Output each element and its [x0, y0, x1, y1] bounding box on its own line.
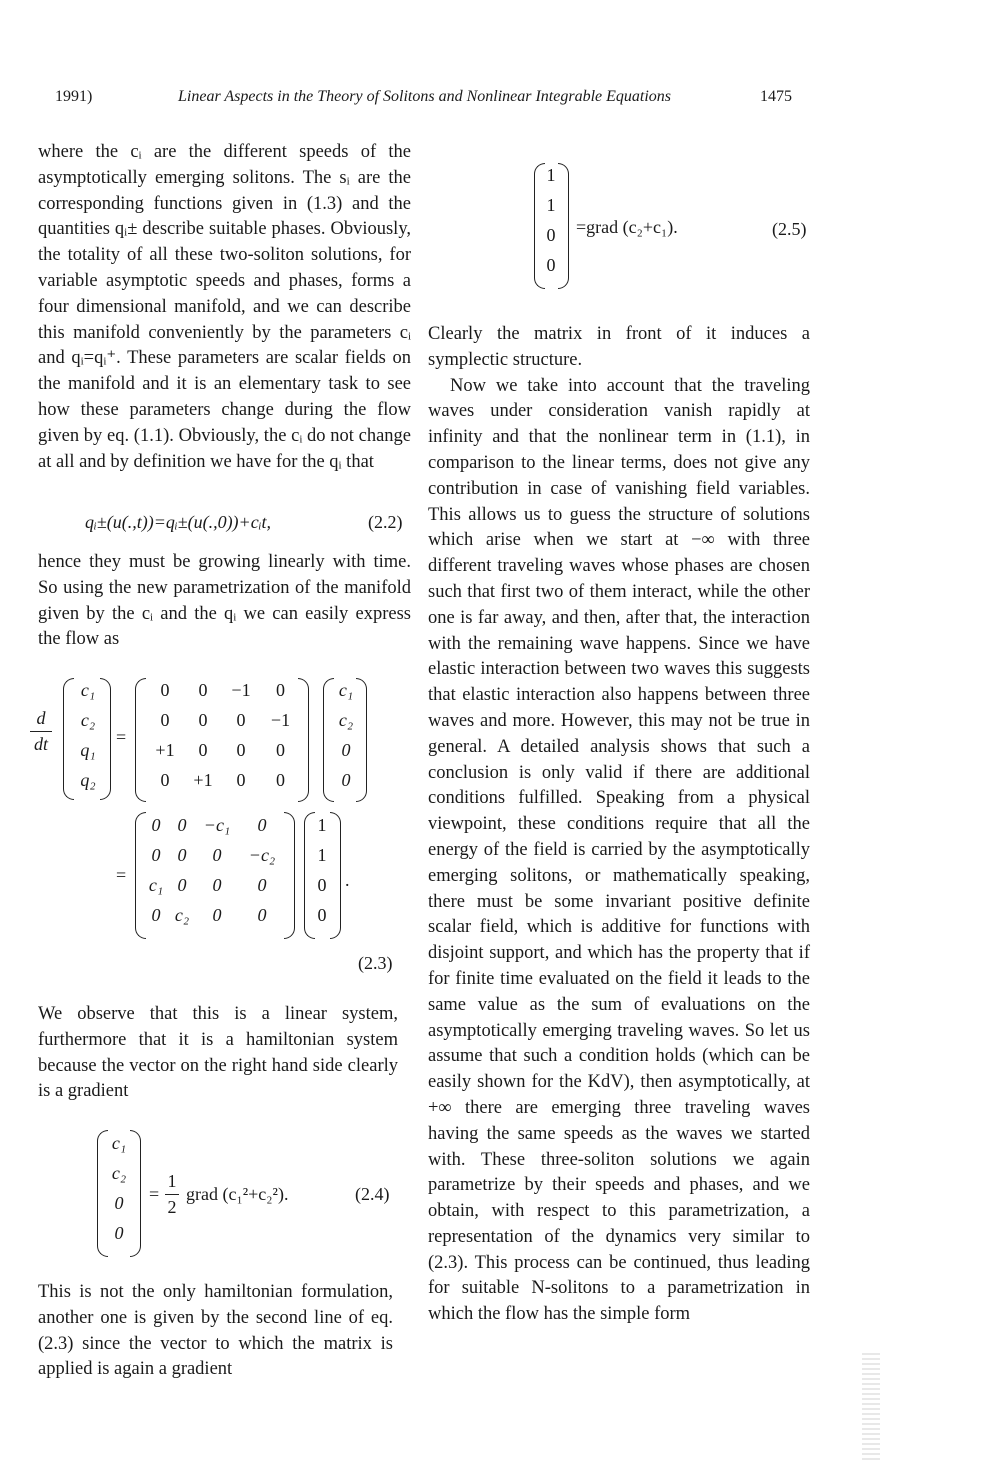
right-bracket [330, 812, 341, 939]
derivative-denominator: dt [33, 734, 48, 754]
vector-entry: 1 [546, 165, 556, 185]
one-half [165, 1171, 179, 1218]
header-year: 1991) [55, 88, 93, 105]
matrix-entry: 0 [257, 905, 267, 925]
gradient-expression: =grad (c₂+c₁). [576, 217, 678, 237]
matrix-entry: 0 [257, 815, 267, 835]
matrix-entry: 0 [160, 710, 170, 730]
matrix-entry: 0 [151, 905, 161, 925]
equation-2-4-number: (2.4) [355, 1184, 390, 1204]
right-para-2: Now we take into account that the traveling waves under consideration vanish rapidly at infinity and that the nonlinear term in (1.1), in comparison to the linear terms, does not give any contribution in case of vanishing field variables. This allows us to guess the structure of solutions which arise when we start at −∞ with three different traveling waves whose phases are chosen such that first two of them interact, while the other one is far away, and then, after that, the interaction with the remaining wave happens. Since we have elastic interaction between two waves this suggests that elastic interaction also happens between three waves and more. However, this may not be true in general. A detailed analysis shows that such a conclusion is only valid if there are additional conditions fulfilled. Speaking from a physical viewpoint, these conditions require that all the energy of the field is carried by the asymptotically emerging solitons, or mathematically speaking, there must be some invariant positive definite scalar field, which is additive for functions with disjoint support, and which has the property that if for finite time evaluated on the field it leads to the same value as the sum of evaluations on the asymptotically emerging traveling waves. So let us assume that such a condition holds (which can be easily shown for the KdV), then asymptotically, at +∞ there are emerging three traveling waves having the same speeds as the waves we started with. These three-soliton solutions we again parametrize by their speeds and phases, and we obtain, with respect to this parametrization, a representation of the dynamics very similar to (2.3). This process can be continued, thus leading for suitable N-solitons to a parametrization in which the flow has the simple form [428, 375, 810, 1325]
fraction-denominator: 2 [167, 1197, 177, 1217]
equals-sign: = [149, 1184, 160, 1204]
fraction-bar [30, 731, 52, 732]
matrix-entry: 0 [212, 875, 222, 895]
left-para-4: This is not the only hamiltonian formulation, another one is given by the second line of eq. (2.3) since the vector to which the matrix is applied is again a gradient [38, 1282, 393, 1380]
vector-entry: 0 [341, 770, 351, 790]
matrix-entry: −c₁ [203, 815, 231, 835]
vector-entry: 0 [546, 255, 556, 275]
page-number: 1475 [760, 88, 792, 105]
matrix-entry: 0 [151, 815, 161, 835]
fraction-bar [165, 1194, 179, 1195]
matrix-entry: c₁ [148, 875, 164, 895]
vector-entry: q₂ [80, 770, 96, 790]
matrix-entry: c₂ [174, 905, 190, 925]
matrix-entry: +1 [193, 770, 213, 790]
matrix-entry: 0 [276, 680, 285, 700]
gradient-expression: grad (c₁²+c₂²). [186, 1184, 289, 1204]
matrix-entry: 0 [257, 875, 267, 895]
vector-entry: 0 [114, 1193, 124, 1213]
vector-entry: 1 [317, 815, 327, 835]
vector-entry: c₁ [338, 680, 354, 700]
matrix-entry: 0 [212, 845, 222, 865]
vector-entry: 0 [341, 740, 351, 760]
derivative-operator [30, 708, 52, 755]
right-para-1: Clearly the matrix in front of it induces a symplectic structure. [428, 324, 810, 370]
matrix-entry: 0 [177, 845, 187, 865]
matrix-entry: +1 [155, 740, 175, 760]
matrix-entry: 0 [236, 740, 246, 760]
matrix-1 [145, 680, 300, 800]
vector-entry: 0 [114, 1223, 124, 1243]
matrix-entry: 0 [276, 770, 285, 790]
vector-entry: c₂ [111, 1163, 127, 1183]
right-column-text [428, 322, 810, 1328]
right-bracket [558, 163, 569, 289]
left-column-mid [38, 550, 411, 653]
vector-entry: 0 [546, 225, 556, 245]
vector-entry: q₁ [80, 740, 96, 760]
vector-entry: c₂ [338, 710, 354, 730]
equation-2-5-number: (2.5) [772, 219, 807, 239]
matrix-entry: −c₂ [248, 845, 276, 865]
gradient-vector [107, 1133, 131, 1253]
header-title: Linear Aspects in the Theory of Solitons and Nonlinear Integrable Equations [178, 88, 672, 105]
right-bracket [298, 678, 309, 802]
left-para-1: where the cᵢ are the different speeds of the asymptotically emerging solitons. The sᵢ are the corresponding functions given in (1.3) and the quantities qᵢ± describe suitable phases. Obviously, the totality of all these two-soliton solutions, for variable asymptotic speeds and phases, forms a four dimensional manifold, and we can describe this manifold conveniently by the parameters cᵢ and qᵢ=qᵢ⁺. These parameters are scalar fields on the manifold and it is an elementary task to see how these parameters change during the flow given by eq. (1.1). Obviously, the cᵢ do not change at all and by definition we have for the qᵢ that [38, 142, 411, 472]
matrix-entry: −1 [231, 680, 251, 700]
matrix-entry: 0 [177, 875, 187, 895]
vector-entry: 0 [317, 875, 327, 895]
matrix-entry: 0 [198, 680, 208, 700]
matrix-entry: 0 [276, 740, 285, 760]
equals-sign: = [116, 727, 127, 747]
matrix-2 [143, 815, 285, 935]
vector-entry: c₁ [80, 680, 96, 700]
vector-entry: c₂ [80, 710, 96, 730]
right-bracket [356, 678, 367, 802]
matrix-entry: 0 [236, 710, 246, 730]
period: . [345, 870, 350, 890]
left-column-para3 [38, 1002, 398, 1105]
scan-artifact [862, 1350, 880, 1460]
left-column-para4 [38, 1280, 393, 1383]
matrix-entry: 0 [160, 770, 170, 790]
matrix-entry: 0 [198, 740, 208, 760]
left-column-top [38, 140, 411, 475]
left-para-2: hence they must be growing linearly with time. So using the new parametrization of the manifold given by the cᵢ and the qᵢ we can easily express the flow as [38, 552, 411, 650]
matrix-entry: 0 [198, 710, 208, 730]
matrix-entry: 0 [177, 815, 187, 835]
matrix-entry: 0 [151, 845, 161, 865]
vector-2 [312, 815, 332, 935]
equation-2-2: qᵢ±(u(.,t))=qᵢ±(u(.,0))+cᵢt, [85, 512, 272, 532]
vector-entry: 0 [317, 905, 327, 925]
right-bracket [284, 812, 295, 939]
matrix-entry: 0 [212, 905, 222, 925]
left-para-3: We observe that this is a linear system, furthermore that it is a hamiltonian system because the vector on the right hand side clearly is a gradient [38, 1004, 398, 1102]
vector-entry: 1 [317, 845, 327, 865]
equals-sign: = [116, 865, 127, 885]
matrix-entry: 0 [236, 770, 246, 790]
lhs-vector [73, 680, 103, 800]
vector-entry: c₁ [111, 1133, 127, 1153]
right-bracket [130, 1130, 141, 1257]
equation-2-2-number: (2.2) [368, 512, 403, 532]
right-bracket [100, 678, 111, 800]
matrix-entry: −1 [270, 710, 291, 730]
matrix-entry: 0 [160, 680, 170, 700]
fraction-numerator: 1 [167, 1171, 177, 1191]
derivative-numerator: d [36, 708, 46, 728]
vector-entry: 1 [546, 195, 556, 215]
equation-2-3-number: (2.3) [358, 953, 393, 973]
